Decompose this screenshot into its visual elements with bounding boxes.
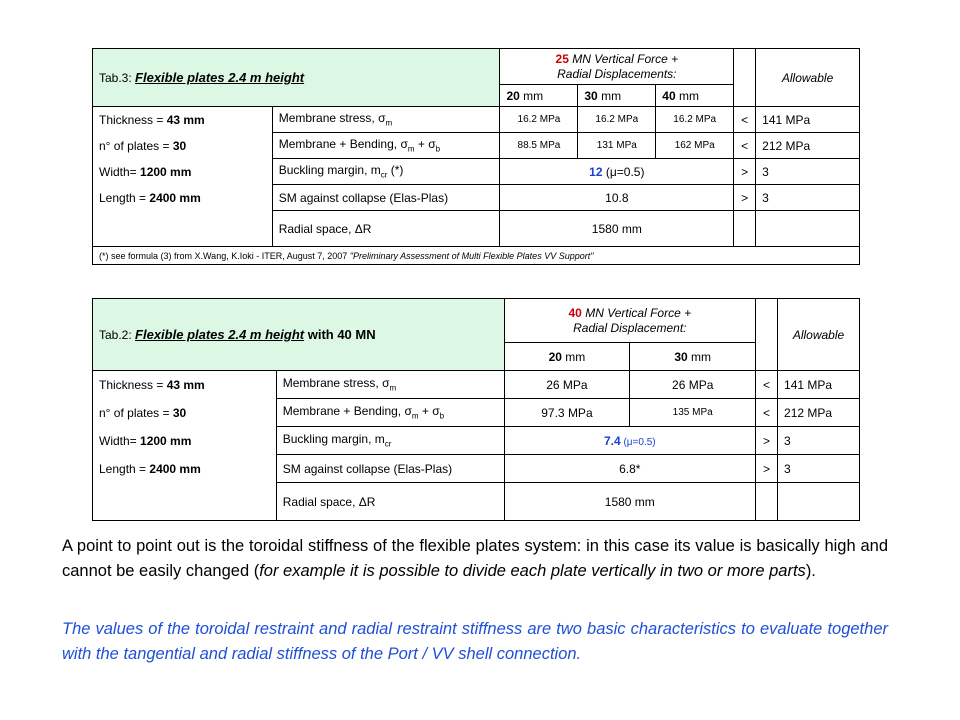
table-2-disp-1-num: 20 — [548, 349, 562, 364]
table-3-plates-value: 30 — [172, 138, 187, 153]
table-3-bending-mid: + σ — [414, 137, 436, 152]
table-3-disp-2-unit: mm — [597, 88, 622, 103]
table-3-membrane-allow: 141 MPa — [756, 107, 860, 133]
table-3-buckling-op: > — [734, 159, 756, 185]
table-2 — [92, 298, 860, 521]
table-3-bending-text: Membrane + Bending, σ — [278, 137, 408, 152]
table-3-caption-prefix: Tab.3: — [99, 71, 132, 85]
table-3-membrane-text: Membrane stress, σ — [278, 111, 386, 126]
table-2-force-line2: Radial Displacement: — [573, 320, 687, 335]
table-3-length — [93, 185, 273, 211]
table-3-buckling-value — [500, 159, 734, 185]
table-3-buckling-tail: (*) — [387, 163, 404, 178]
table-3-membrane-v3: 16.2 MPa — [656, 107, 734, 133]
table-2-width-value: 1200 mm — [140, 433, 192, 448]
table-2-disp-2-unit: mm — [687, 349, 712, 364]
table-3-buckling-text: Buckling margin, m — [278, 163, 381, 178]
table-2-bending-sub2: b — [439, 411, 445, 421]
table-3-op-header — [734, 49, 756, 107]
table-2-radial-op — [756, 483, 778, 521]
table-3-radial-op — [734, 211, 756, 247]
table-3-disp-1-num: 20 — [506, 88, 520, 103]
table-2-buckling-sub: cr — [384, 439, 392, 449]
table-2-disp-col-1 — [504, 343, 630, 371]
table-2-disp-col-2 — [630, 343, 756, 371]
table-2-width-label: Width= — [99, 433, 141, 448]
table-3-radial-label: Radial space, ΔR — [272, 211, 500, 247]
table-3-disp-col-2 — [578, 85, 656, 107]
table-3-left-blank — [93, 211, 273, 247]
table-2-bending-op: < — [756, 399, 778, 427]
table-3-membrane-v1: 16.2 MPa — [500, 107, 578, 133]
table-2-membrane-v2: 26 MPa — [630, 371, 756, 399]
paragraph-1-italic: for example it is possible to divide each plate vertically in two or more parts — [259, 562, 806, 580]
table-3 — [92, 48, 860, 265]
table-3-bending-sub2: b — [435, 144, 441, 154]
table-3-width-value: 1200 mm — [140, 164, 192, 179]
table-2-membrane-allow: 141 MPa — [778, 371, 860, 399]
table-2-radial-label: Radial space, ΔR — [276, 483, 504, 521]
table-3-membrane-sub: m — [385, 118, 393, 128]
table-3-buckling-allow: 3 — [756, 159, 860, 185]
table-2-length-value: 2400 mm — [149, 461, 201, 476]
table-2-bending-mid: + σ — [418, 404, 440, 419]
table-2-disp-1-unit: mm — [561, 349, 586, 364]
table-2-bending-v1: 97.3 MPa — [504, 399, 630, 427]
table-3-buckling-sub: cr — [380, 170, 388, 180]
table-3-force-line1: MN Vertical Force + — [568, 51, 679, 66]
table-2-radial-allow — [778, 483, 860, 521]
table-2-buckling-allow: 3 — [778, 427, 860, 455]
table-3-plates — [93, 133, 273, 159]
table-2-bending-allow: 212 MPa — [778, 399, 860, 427]
table-2-op-header — [756, 299, 778, 371]
table-2-thickness-value: 43 mm — [166, 377, 205, 392]
table-3-length-label: Length = — [99, 190, 150, 205]
table-2-buckling-num: 7.4 — [603, 433, 621, 448]
table-3-bending-v3: 162 MPa — [656, 133, 734, 159]
table-3-thickness-label: Thickness = — [99, 112, 167, 127]
table-3-membrane-label — [272, 107, 500, 133]
table-2-membrane-text: Membrane stress, σ — [282, 376, 390, 391]
table-2-left-blank — [93, 483, 277, 521]
table-3-membrane-op: < — [734, 107, 756, 133]
table-2-force-header — [504, 299, 756, 343]
table-3-footnote-prefix: (*) see formula (3) from X.Wang, K.Ioki - ITER, August 7, 2007 — [99, 250, 350, 261]
table-3-buckling-num: 12 — [589, 164, 603, 179]
table-2-bending-sub1: m — [411, 411, 419, 421]
table-2-collapse-label: SM against collapse (Elas-Plas) — [276, 455, 504, 483]
table-3-footnote-title: "Preliminary Assessment of Multi Flexible Plates VV Support" — [349, 250, 594, 261]
table-3-allowable-header: Allowable — [756, 49, 860, 107]
table-3-collapse-op: > — [734, 185, 756, 211]
table-2-length-label: Length = — [99, 461, 150, 476]
table-3-bending-label — [272, 133, 500, 159]
table-2-thickness — [93, 371, 277, 399]
table-2-force-line1: MN Vertical Force + — [581, 305, 692, 320]
table-2-membrane-sub: m — [389, 383, 397, 393]
table-3-caption-title: Flexible plates 2.4 m height — [135, 70, 305, 85]
table-2-plates-value: 30 — [172, 405, 187, 420]
table-3-thickness — [93, 107, 273, 133]
table-3-collapse-allow: 3 — [756, 185, 860, 211]
table-2-length — [93, 455, 277, 483]
table-2-buckling-op: > — [756, 427, 778, 455]
table-2-force-value: 40 — [568, 305, 582, 320]
table-2-membrane-op: < — [756, 371, 778, 399]
table-3-buckling-label — [272, 159, 500, 185]
table-3-bending-allow: 212 MPa — [756, 133, 860, 159]
paragraph-restraint: The values of the toroidal restraint and radial restraint stiffness are two basic characteristics to evaluate together with the tangential and radial stiffness of the Port / VV shell connection. — [62, 620, 888, 663]
table-2-membrane-v1: 26 MPa — [504, 371, 630, 399]
table-3-plates-label: n° of plates = — [99, 138, 173, 153]
table-2-collapse-value: 6.8* — [504, 455, 756, 483]
table-2-bending-label — [276, 399, 504, 427]
table-2-buckling-label — [276, 427, 504, 455]
paragraph-1-after: ). — [805, 562, 816, 580]
table-2-collapse-op: > — [756, 455, 778, 483]
table-2-buckling-value — [504, 427, 756, 455]
table-3-radial-value: 1580 mm — [500, 211, 734, 247]
table-3-disp-1-unit: mm — [519, 88, 544, 103]
table-2-caption — [93, 299, 505, 371]
table-2-caption-suffix: with 40 MN — [304, 327, 376, 342]
table-3-bending-v1: 88.5 MPa — [500, 133, 578, 159]
table-3-radial-allow — [756, 211, 860, 247]
table-3-collapse-label: SM against collapse (Elas-Plas) — [272, 185, 500, 211]
table-2-thickness-label: Thickness = — [99, 377, 167, 392]
table-2-disp-2-num: 30 — [674, 349, 688, 364]
table-2-bending-v2: 135 MPa — [630, 399, 756, 427]
table-3-bending-op: < — [734, 133, 756, 159]
table-3-force-line2: Radial Displacements: — [557, 66, 677, 81]
table-2-plates — [93, 399, 277, 427]
table-3-bending-v2: 131 MPa — [578, 133, 656, 159]
table-2-buckling-rest: (μ=0.5) — [620, 436, 656, 448]
table-2-collapse-allow: 3 — [778, 455, 860, 483]
table-3-disp-col-1 — [500, 85, 578, 107]
table-3-disp-3-unit: mm — [675, 88, 699, 103]
table-3-caption — [93, 49, 500, 107]
table-3-length-value: 2400 mm — [149, 190, 201, 205]
table-3-force-header — [500, 49, 734, 85]
table-3-disp-2-num: 30 — [584, 88, 598, 103]
table-3-bending-sub1: m — [407, 144, 415, 154]
table-2-buckling-text: Buckling margin, m — [282, 432, 385, 447]
table-3-footnote — [93, 247, 860, 265]
table-3-width — [93, 159, 273, 185]
table-2-caption-prefix: Tab.2: — [99, 328, 132, 342]
table-2-allowable-header: Allowable — [778, 299, 860, 371]
table-3-membrane-v2: 16.2 MPa — [578, 107, 656, 133]
table-2-membrane-label — [276, 371, 504, 399]
table-3-width-label: Width= — [99, 164, 141, 179]
table-2-width — [93, 427, 277, 455]
table-2-bending-text: Membrane + Bending, σ — [282, 404, 412, 419]
paragraph-stiffness — [62, 534, 888, 584]
table-2-caption-title: Flexible plates 2.4 m height — [135, 327, 305, 342]
table-3-force-value: 25 — [555, 51, 569, 66]
table-3-buckling-rest: (μ=0.5) — [602, 164, 645, 179]
table-3-thickness-value: 43 mm — [166, 112, 205, 127]
table-3-collapse-value: 10.8 — [500, 185, 734, 211]
table-3-disp-3-num: 40 — [662, 88, 676, 103]
table-2-plates-label: n° of plates = — [99, 405, 173, 420]
table-3-disp-col-3 — [656, 85, 734, 107]
paragraph-1-before: A point to point out is the toroidal stiffness of the flexible plates system: in this case its value is basically high and cannot be easily changed ( — [62, 537, 888, 580]
table-2-radial-value: 1580 mm — [504, 483, 756, 521]
